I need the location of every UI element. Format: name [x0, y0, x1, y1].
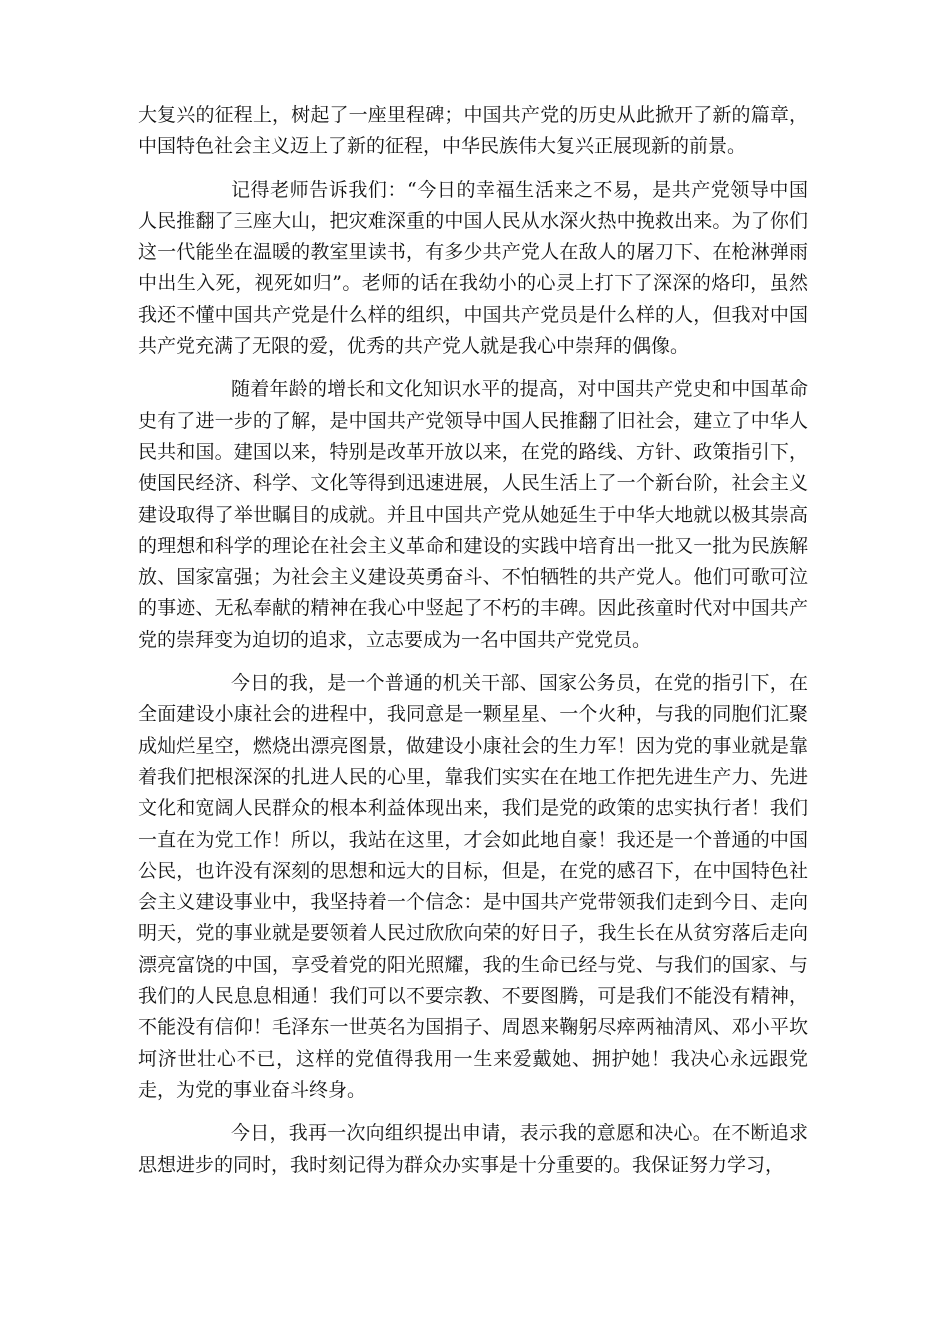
paragraph-4: 今日的我，是一个普通的机关干部、国家公务员，在党的指引下，在全面建设小康社会的进程中，我同意是一颗星星、一个火种，与我的同胞们汇聚成灿烂星空，燃烧出漂亮图景，做建设小康社会的生力军！因为党的事业就是靠着我们把根深深的扎进人民的心里，靠我们实实在在地工作把先进生产力、先进文化和宽阔人民群众的根本利益体现出来，我们是党的政策的忠实执行者！我们一直在为党工作！所以，我站在这里，才会如此地自豪！我还是一个普通的中国公民，也许没有深刻的思想和远大的目标，但是，在党的感召下，在中国特色社会主义建设事业中，我坚持着一个信念：是中国共产党带领我们走到今日、走向明天，党的事业就是要领着人民过欣欣向荣的好日子，我生长在从贫穷落后走向漂亮富饶的中国，享受着党的阳光照耀，我的生命已经与党、与我们的国家、与我们的人民息息相通！我们可以不要宗教、不要图腾，可是我们不能没有精神，不能没有信仰！毛泽东一世英名为国捐子、周恩来鞠躬尽瘁两袖清风、邓小平坎坷济世壮心不已，这样的党值得我用一生来爱戴她、拥护她！我决心永远跟党走，为党的事业奋斗终身。: [138, 672, 808, 1101]
paragraph-5: 今日，我再一次向组织提出申请，表示我的意愿和决心。在不断追求思想进步的同时，我时刻记得为群众办实事是十分重要的。我保证努力学习，: [138, 1122, 808, 1176]
paragraph-2: 记得老师告诉我们：“今日的幸福生活来之不易，是共产党领导中国人民推翻了三座大山，把灾难深重的中国人民从水深火热中挽救出来。为了你们这一代能坐在温暖的教室里读书，有多少共产党人在敌人的屠刀下、在枪淋弹雨中出生入死，视死如归”。老师的话在我幼小的心灵上打下了深深的烙印，虽然我还不懂中国共产党是什么样的组织，中国共产党员是什么样的人，但我对中国共产党充满了无限的爱，优秀的共产党人就是我心中崇拜的偶像。: [138, 178, 808, 358]
paragraph-3: 随着年龄的增长和文化知识水平的提高，对中国共产党史和中国革命史有了进一步的了解，是中国共产党领导中国人民推翻了旧社会，建立了中华人民共和国。建国以来，特别是改革开放以来，在党的路线、方针、政策指引下，使国民经济、科学、文化等得到迅速进展，人民生活上了一个新台阶，社会主义建设取得了举世瞩目的成就。并且中国共产党从她延生于中华大地就以极其崇高的理想和科学的理论在社会主义革命和建设的实践中培育出一批又一批为民族解放、国家富强；为社会主义建设英勇奋斗、不怕牺牲的共产党人。他们可歌可泣的事迹、无私奉献的精神在我心中竖起了不朽的丰碑。因此孩童时代对中国共产党的崇拜变为迫切的追求，立志要成为一名中国共产党党员。: [138, 378, 808, 651]
document-page: [138, 100, 808, 1193]
paragraph-1: 大复兴的征程上，树起了一座里程碑；中国共产党的历史从此掀开了新的篇章，中国特色社会主义迈上了新的征程，中华民族伟大复兴正展现新的前景。: [138, 104, 808, 158]
